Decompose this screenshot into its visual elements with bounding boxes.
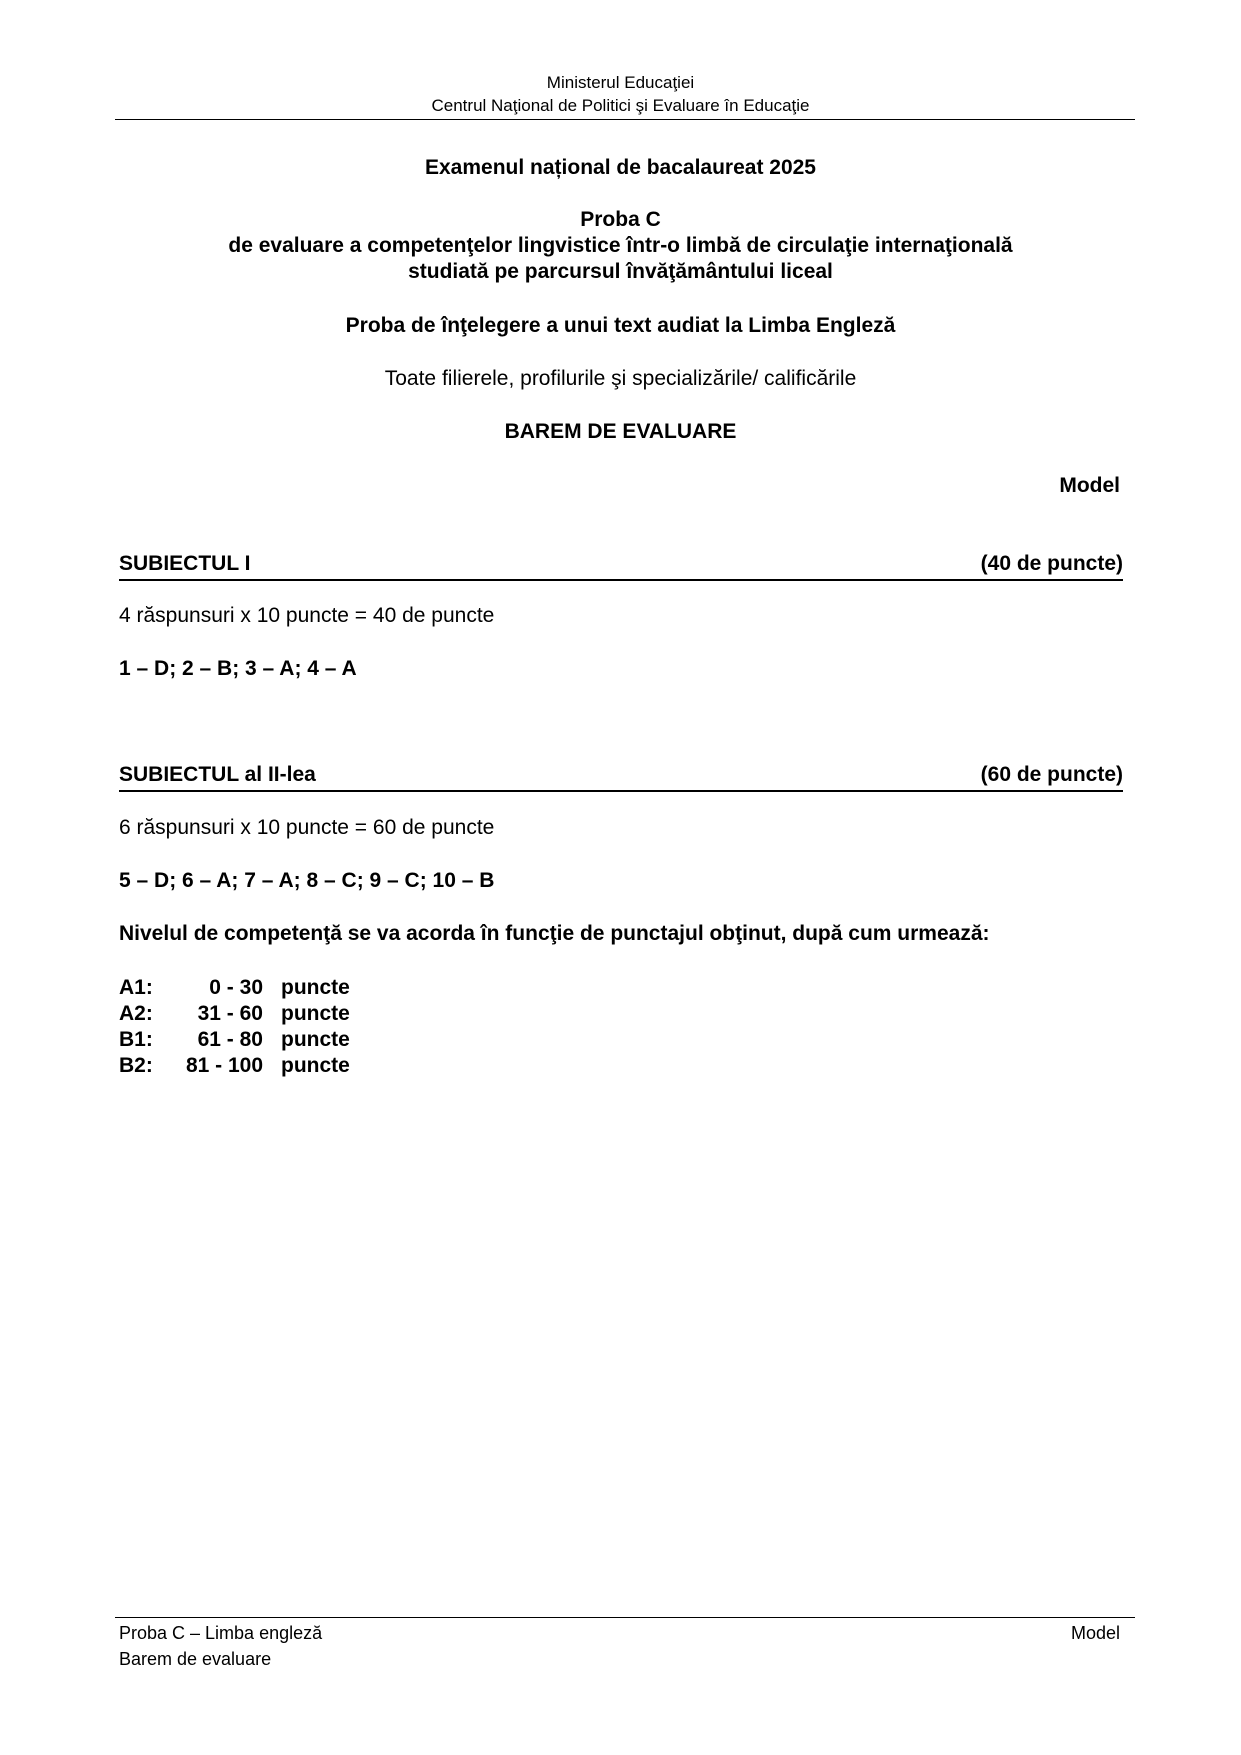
level-unit: puncte bbox=[281, 1054, 350, 1077]
exam-title: Examenul național de bacalaureat 2025 bbox=[424, 156, 816, 179]
footer-left-line1: Proba C – Limba engleză bbox=[119, 1623, 323, 1643]
subject1-answers: 1 – D; 2 – B; 3 – A; 4 – A bbox=[119, 657, 357, 680]
level-range: 31 - 60 bbox=[197, 1002, 263, 1025]
footer-left-line2: Barem de evaluare bbox=[119, 1649, 272, 1669]
subject2-title: SUBIECTUL al II-lea bbox=[119, 763, 316, 786]
level-code: A2: bbox=[119, 1002, 153, 1025]
subject1-points: (40 de puncte) bbox=[980, 552, 1123, 575]
level-row bbox=[119, 1027, 519, 1053]
header-center: Centrul Naţional de Politici şi Evaluare în Educaţie bbox=[431, 96, 810, 115]
level-code: B2: bbox=[119, 1054, 153, 1077]
header-ministry: Ministerul Educaţiei bbox=[546, 73, 695, 92]
subject1-scoring: 4 răspunsuri x 10 puncte = 40 de puncte bbox=[119, 604, 495, 627]
subject2-header bbox=[119, 762, 1123, 792]
subject2-answers: 5 – D; 6 – A; 7 – A; 8 – C; 9 – C; 10 – B bbox=[119, 869, 495, 892]
variant-label: Model bbox=[1059, 474, 1120, 497]
level-unit: puncte bbox=[281, 1028, 350, 1051]
level-range: 61 - 80 bbox=[197, 1028, 263, 1051]
level-code: A1: bbox=[119, 976, 153, 999]
subject2-points: (60 de puncte) bbox=[980, 763, 1123, 786]
footer-right: Model bbox=[1070, 1623, 1120, 1643]
level-row bbox=[119, 1053, 519, 1079]
level-range: 0 - 30 bbox=[209, 976, 263, 999]
subject1-title: SUBIECTUL I bbox=[119, 552, 251, 575]
subject2-scoring: 6 răspunsuri x 10 puncte = 60 de puncte bbox=[119, 816, 495, 839]
doc-type: BAREM DE EVALUARE bbox=[504, 420, 737, 443]
header-divider bbox=[115, 119, 1135, 120]
level-row bbox=[119, 975, 519, 1001]
level-unit: puncte bbox=[281, 976, 350, 999]
levels-intro: Nivelul de competenţă se va acorda în funcţie de punctajul obţinut, după cum urmează: bbox=[119, 922, 990, 945]
audience: Toate filierele, profilurile şi specializările/ calificările bbox=[384, 367, 857, 390]
level-row bbox=[119, 1001, 519, 1027]
exam-subtitle-line2: studiată pe parcursul învăţământului liceal bbox=[408, 260, 833, 283]
test-name: Proba de înţelegere a unui text audiat la Limba Engleză bbox=[345, 314, 896, 337]
level-code: B1: bbox=[119, 1028, 153, 1051]
level-unit: puncte bbox=[281, 1002, 350, 1025]
exam-subtitle-line1: de evaluare a competenţelor lingvistice într-o limbă de circulaţie internaţională bbox=[228, 234, 1013, 257]
subject1-header bbox=[119, 551, 1123, 581]
footer-divider bbox=[115, 1617, 1135, 1618]
exam-proba: Proba C bbox=[580, 208, 661, 231]
level-range: 81 - 100 bbox=[185, 1054, 263, 1077]
